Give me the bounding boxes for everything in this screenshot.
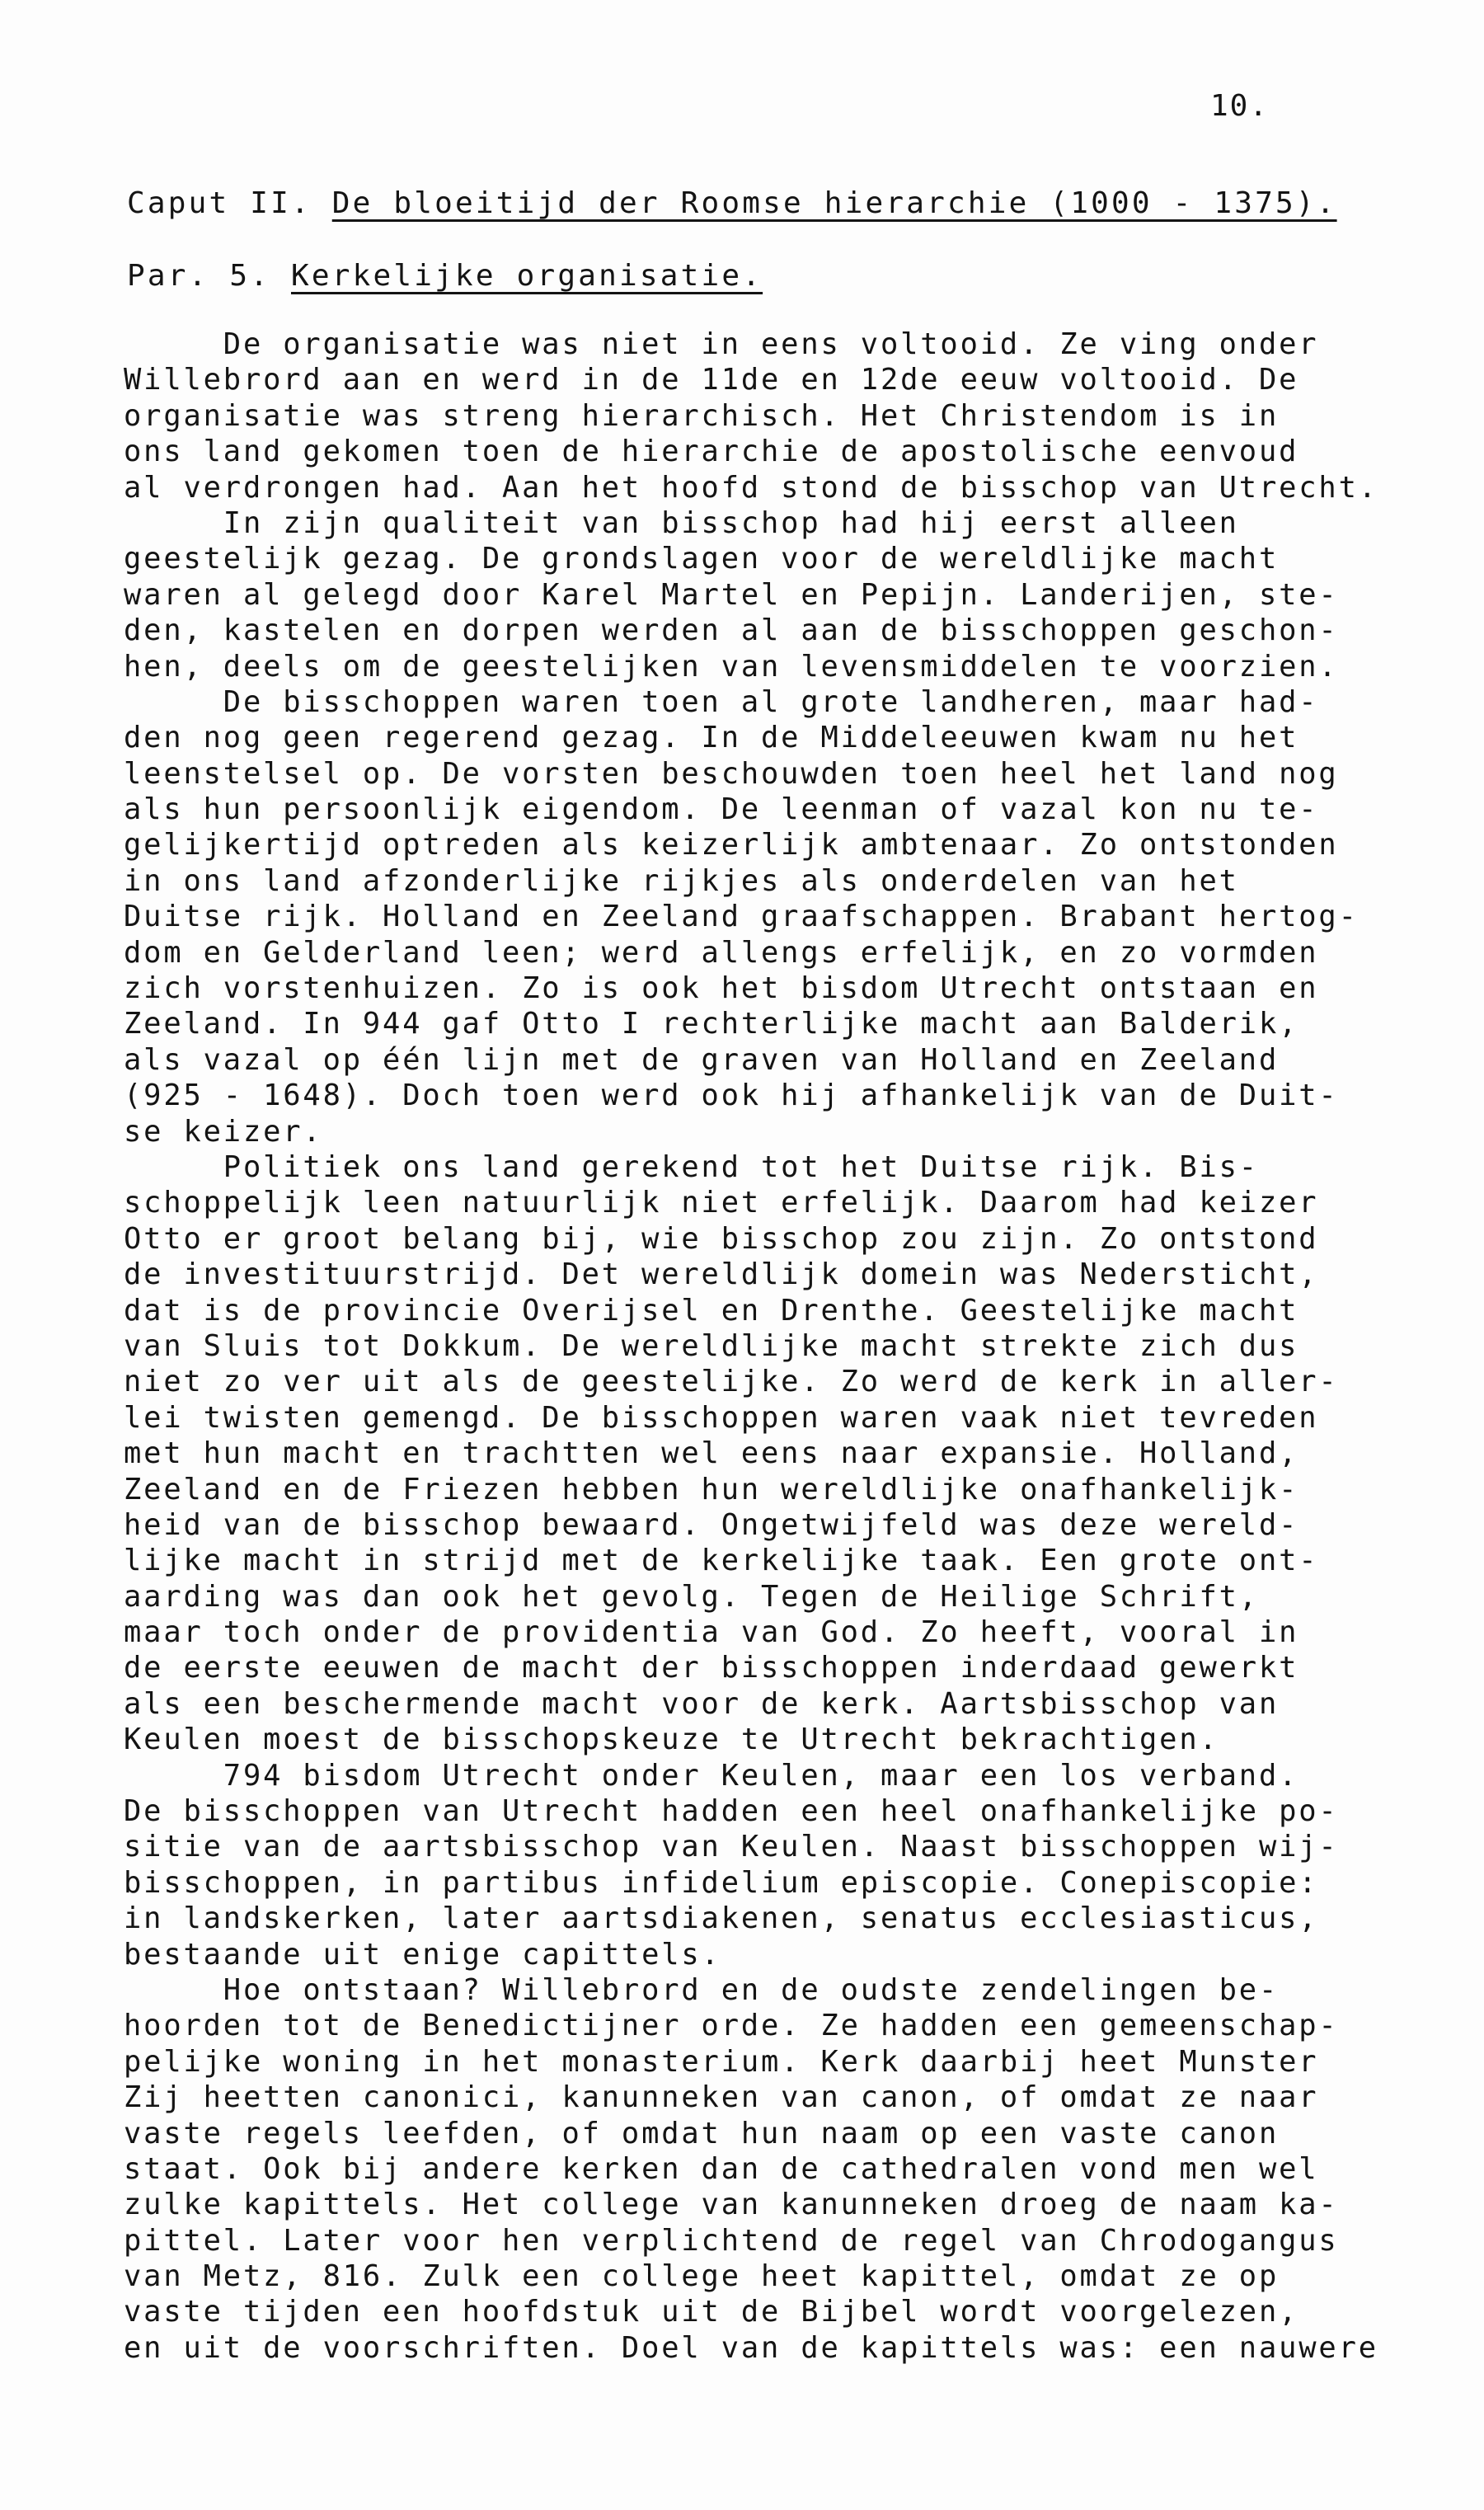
text-line: de investituurstrijd. Det wereldlijk domein was Nedersticht, (124, 1257, 1319, 1292)
paragraph-label: Par. 5. (127, 259, 291, 293)
text-line: als een beschermende macht voor de kerk. Aartsbisschop van (124, 1686, 1280, 1721)
text-line: ons land gekomen toen de hierarchie de apostolische eenvoud (124, 435, 1299, 469)
text-line: vaste tijden een hoofdstuk uit de Bijbel wordt voorgelezen, (124, 2295, 1299, 2329)
text-line: De bisschoppen van Utrecht hadden een heel onafhankelijke po- (124, 1794, 1339, 1829)
text-line: Zeeland. In 944 gaf Otto I rechterlijke macht aan Balderik, (124, 1007, 1299, 1041)
text-line: De organisatie was niet in eens voltooid. Ze ving onder (124, 327, 1319, 361)
text-line: Keulen moest de bisschopskeuze te Utrecht bekrachtigen. (124, 1723, 1219, 1757)
text-line: Hoe ontstaan? Willebrord en de oudste zendelingen be- (124, 1972, 1280, 2007)
text-line: In zijn qualiteit van bisschop had hij eerst alleen (124, 505, 1239, 540)
body-text (124, 327, 1418, 2366)
text-line: den, kastelen en dorpen werden al aan de bisschoppen geschon- (124, 613, 1339, 648)
text-line: hoorden tot de Benedictijner orde. Ze hadden een gemeenschap- (124, 2009, 1339, 2043)
text-line: den nog geen regerend gezag. In de Middeleeuwen kwam nu het (124, 721, 1299, 755)
text-line: heid van de bisschop bewaard. Ongetwijfeld was deze wereld- (124, 1507, 1299, 1542)
text-line: De bisschoppen waren toen al grote landheren, maar had- (124, 684, 1319, 719)
text-line: vaste regels leefden, of omdat hun naam op een vaste canon (124, 2116, 1280, 2150)
text-line: in ons land afzonderlijke rijkjes als onderdelen van het (124, 863, 1239, 898)
text-line: Willebrord aan en werd in de 11de en 12de eeuw voltooid. De (124, 363, 1299, 397)
chapter-heading (127, 186, 1337, 220)
text-line: schoppelijk leen natuurlijk niet erfelijk. Daarom had keizer (124, 1186, 1319, 1220)
text-line: van Sluis tot Dokkum. De wereldlijke macht strekte zich dus (124, 1328, 1299, 1363)
text-line: sitie van de aartsbisschop van Keulen. Naast bisschoppen wij- (124, 1830, 1339, 1864)
text-line: met hun macht en trachtten wel eens naar expansie. Holland, (124, 1436, 1299, 1471)
text-line: 794 bisdom Utrecht onder Keulen, maar een los verband. (124, 1758, 1299, 1793)
page-number: 10. (1210, 89, 1270, 123)
text-line: hen, deels om de geestelijken van levensmiddelen te voorzien. (124, 649, 1339, 684)
text-line: lijke macht in strijd met de kerkelijke taak. Een grote ont- (124, 1544, 1319, 1578)
text-line: waren al gelegd door Karel Martel en Pepijn. Landerijen, ste- (124, 577, 1339, 612)
text-line: Duitse rijk. Holland en Zeeland graafschappen. Brabant hertog- (124, 900, 1359, 934)
text-line: de eerste eeuwen de macht der bisschoppen inderdaad gewerkt (124, 1651, 1299, 1685)
text-line: van Metz, 816. Zulk een college heet kapittel, omdat ze op (124, 2259, 1280, 2294)
text-line: geestelijk gezag. De grondslagen voor de wereldlijke macht (124, 542, 1280, 576)
text-line: al verdrongen had. Aan het hoofd stond de bisschop van Utrecht. (124, 470, 1378, 505)
text-line: aarding was dan ook het gevolg. Tegen de Heilige Schrift, (124, 1579, 1259, 1614)
text-line: gelijkertijd optreden als keizerlijk ambtenaar. Zo ontstonden (124, 828, 1339, 863)
text-line: Politiek ons land gerekend tot het Duitse rijk. Bis- (124, 1149, 1259, 1184)
text-line: pittel. Later voor hen verplichtend de regel van Chrodogangus (124, 2223, 1339, 2258)
text-line: bisschoppen, in partibus infidelium episcopie. Conepiscopie: (124, 1865, 1319, 1900)
text-line: maar toch onder de providentia van God. Zo heeft, vooral in (124, 1615, 1299, 1650)
paragraph-title: Kerkelijke organisatie. (291, 259, 763, 293)
text-line: in landskerken, later aartsdiakenen, senatus ecclesiasticus, (124, 1901, 1319, 1936)
text-line: leenstelsel op. De vorsten beschouwden toen heel het land nog (124, 756, 1339, 791)
text-line: en uit de voorschriften. Doel van de kapittels was: een nauwere (124, 2330, 1378, 2365)
chapter-label: Caput II. (127, 186, 332, 220)
text-line: (925 - 1648). Doch toen werd ook hij afhankelijk van de Duit- (124, 1079, 1339, 1113)
text-line: Zeeland en de Friezen hebben hun wereldlijke onafhankelijk- (124, 1472, 1299, 1506)
chapter-title: De bloeitijd der Roomse hierarchie (1000 - 1375). (331, 186, 1337, 220)
text-line: se keizer. (124, 1114, 323, 1149)
text-line: dom en Gelderland leen; werd allengs erfelijk, en zo vormden (124, 935, 1319, 970)
paragraph-heading (127, 259, 763, 293)
text-line: als vazal op één lijn met de graven van Holland en Zeeland (124, 1042, 1280, 1077)
text-line: zich vorstenhuizen. Zo is ook het bisdom Utrecht ontstaan en (124, 971, 1319, 1006)
text-line: Otto er groot belang bij, wie bisschop zou zijn. Zo ontstond (124, 1221, 1319, 1256)
text-line: staat. Ook bij andere kerken dan de cathedralen vond men wel (124, 2151, 1319, 2186)
text-line: lei twisten gemengd. De bisschoppen waren vaak niet tevreden (124, 1400, 1319, 1435)
text-line: pelijke woning in het monasterium. Kerk daarbij heet Munster (124, 2044, 1319, 2079)
text-line: bestaande uit enige capittels. (124, 1937, 721, 1972)
text-line: dat is de provincie Overijsel en Drenthe. Geestelijke macht (124, 1293, 1299, 1328)
text-line: organisatie was streng hierarchisch. Het Christendom is in (124, 398, 1280, 433)
text-line: zulke kapittels. Het college van kanunneken droeg de naam ka- (124, 2188, 1339, 2222)
text-line: als hun persoonlijk eigendom. De leenman of vazal kon nu te- (124, 792, 1319, 827)
text-line: Zij heetten canonici, kanunneken van canon, of omdat ze naar (124, 2080, 1319, 2115)
text-line: niet zo ver uit als de geestelijke. Zo werd de kerk in aller- (124, 1365, 1339, 1399)
